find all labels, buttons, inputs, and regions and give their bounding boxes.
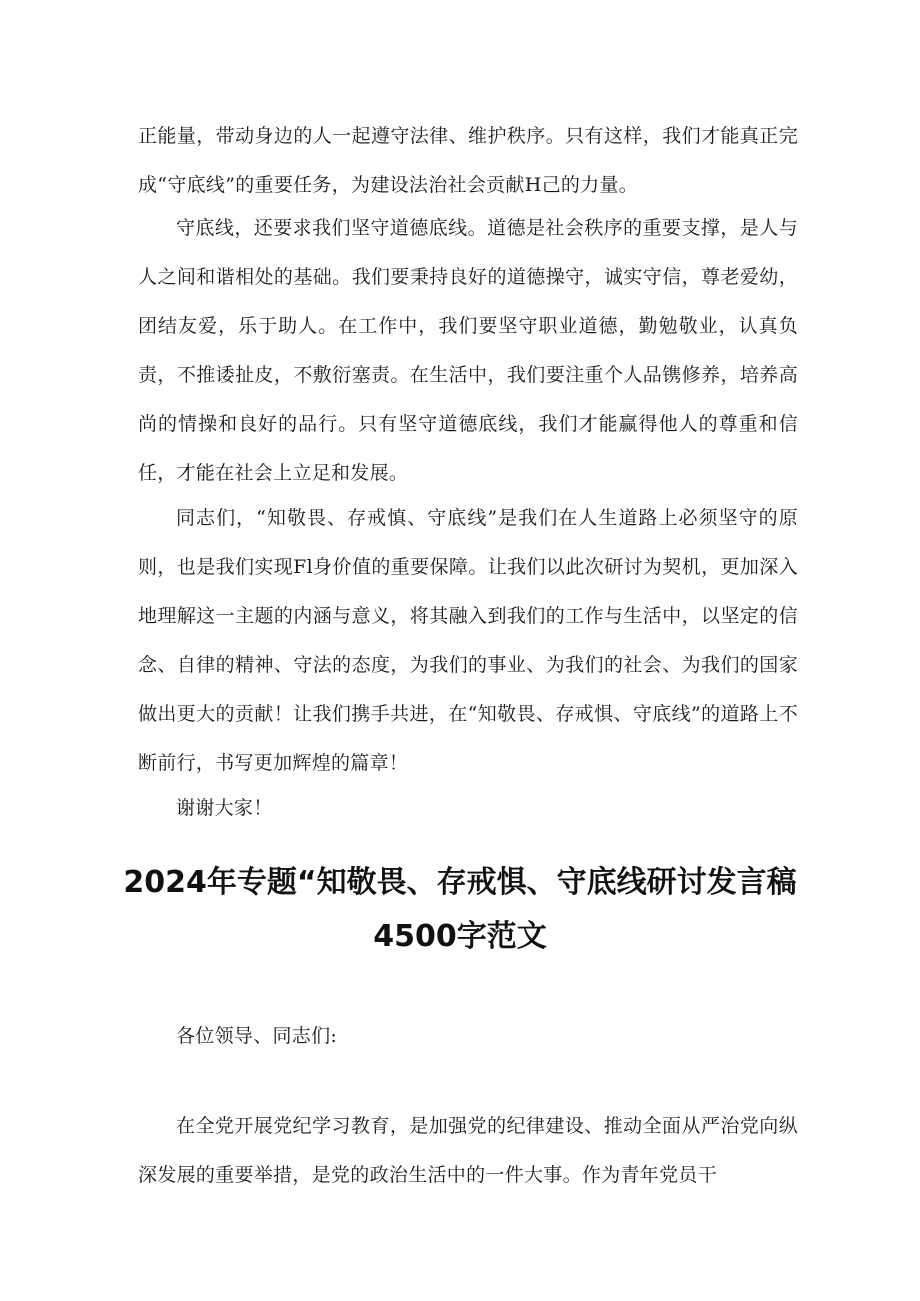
paragraph-opening: 在全党开展党纪学习教育，是加强党的纪律建设、推动全面从严治党向纵深发展的重要举措，是党的政治生活中的一件大事。作为青年党员干 — [138, 1115, 798, 1186]
paragraph-moral-bottom-line: 守底线，还要求我们坚守道德底线。道德是社会秩序的重要支撑，是人与人之间和谐相处的基础。我们要秉持良好的道德操守，诚实守信，尊老爱幼，团结友爱，乐于助人。在工作中，我们要坚守职业道德，勤勉敬业，认真负责，不推诿扯皮，不敷衍塞责。在生活中，我们要注重个人品镌修养，培养高尚的情操和良好的品行。只有坚守道德底线，我们才能赢得他人的尊重和信任，才能在社会上立足和发展。 — [138, 217, 798, 484]
paragraph-closing-appeal: 同志们，“知敬畏、存戒慎、守底线”是我们在人生道路上必须坚守的原则，也是我们实现Fl身价值的重要保障。让我们以此次研讨为契机，更加深入地理解这一主题的内涵与意义，将其融入到我们的工作与生活中，以坚定的信念、自律的精神、守法的态度，为我们的事业、为我们的社会、为我们的国家做出更大的贡献！让我们携手共进，在“知敬畏、存戒惧、守底线”的道路上不断前行，书写更加辉煌的篇章！ — [138, 507, 798, 774]
paragraph-thanks: 谢谢大家！ — [176, 797, 273, 819]
document-title: 2024年专题“知敬畏、存戒惧、守底线研讨发言稿4500字范文 — [123, 865, 797, 954]
salutation: 各位领导、同志们: — [176, 1025, 338, 1047]
paragraph-rule-of-law: 正能量，带动身边的人一起遵守法律、维护秩序。只有这样，我们才能真正完成“守底线”的重要任务，为建设法治社会贡献H己的力量。 — [138, 125, 798, 196]
